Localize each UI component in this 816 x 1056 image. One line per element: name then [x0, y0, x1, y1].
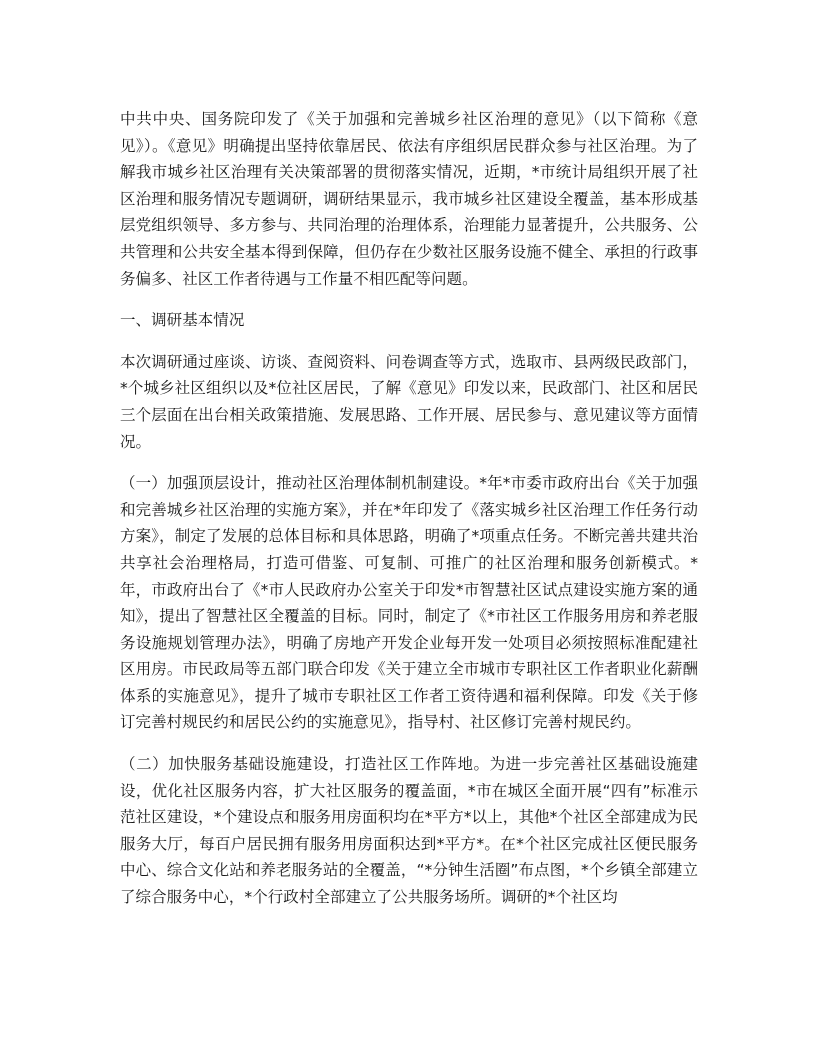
- paragraph-spacer: [120, 292, 698, 307]
- section-heading: 一、调研基本情况: [120, 311, 245, 330]
- survey-method-paragraph: 本次调研通过座谈、访谈、查阅资料、问卷调查等方式，选取市、县两级民政部门，*个城乡社区组织以及*位社区居民，了解《意见》印发以来，民政部门、社区和居民三个层面在出台相关政策措施、发展思路、工作开展、居民参与、意见建议等方面情况。: [120, 352, 698, 451]
- intro-paragraph: 中共中央、国务院印发了《关于加强和完善城乡社区治理的意见》（以下简称《意见》）。《意见》明确提出坚持依靠居民、依法有序组织居民群众参与社区治理。为了解我市城乡社区治理有关决策部署的贯彻落实情况，近期，*市统计局组织开展了社区治理和服务情况专题调研，调研结果显示，我市城乡社区建设全覆盖，基本形成基层党组织领导、多方参与、共同治理的治理体系，治理能力显著提升，公共服务、公共管理和公共安全基本得到保障，但仍存在少数社区服务设施不健全、承担的行政事务偏多、社区工作者待遇与工作量不相匹配等问题。: [120, 110, 698, 288]
- paragraph-spacer: [120, 736, 698, 751]
- infrastructure-paragraph: （二）加快服务基础设施建设，打造社区工作阵地。为进一步完善社区基础设施建设，优化社区服务内容，扩大社区服务的覆盖面，*市在城区全面开展“四有”标准示范社区建设，*个建设点和服务用房面积均在*平方*以上，其他*个社区全部建成为民服务大厅，每百户居民拥有服务用房面积达到*平方*。在*个社区完成社区便民服务中心、综合文化站和养老服务站的全覆盖，“*分钟生活圈”布点图，*个乡镇全部建立了综合服务中心，*个行政村全部建立了公共服务场所。调研的*个社区均: [120, 755, 698, 907]
- top-level-design-paragraph: （一）加强顶层设计，推动社区治理体制机制建设。*年*市委市政府出台《关于加强和完善城乡社区治理的实施方案》，并在*年印发了《落实城乡社区治理工作任务行动方案》，制定了发展的总体目标和具体思路，明确了*项重点任务。不断完善共建共治共享社会治理格局，打造可借鉴、可复制、可推广的社区治理和服务创新模式。*年，市政府出台了《*市人民政府办公室关于印发*市智慧社区试点建设实施方案的通知》，提出了智慧社区全覆盖的目标。同时，制定了《*市社区工作服务用房和养老服务设施规划管理办法》，明确了房地产开发企业每开发一处项目必须按照标准配建社区用房。市民政局等五部门联合印发《关于建立全市城市专职社区工作者职业化薪酬体系的实施意见》，提升了城市专职社区工作者工资待遇和福利保障。印发《关于修订完善村规民约和居民公约的实施意见》，指导村、社区修订完善村规民约。: [120, 474, 698, 732]
- paragraph-spacer: [120, 334, 698, 349]
- paragraph-spacer: [120, 455, 698, 470]
- document-body: [120, 106, 698, 911]
